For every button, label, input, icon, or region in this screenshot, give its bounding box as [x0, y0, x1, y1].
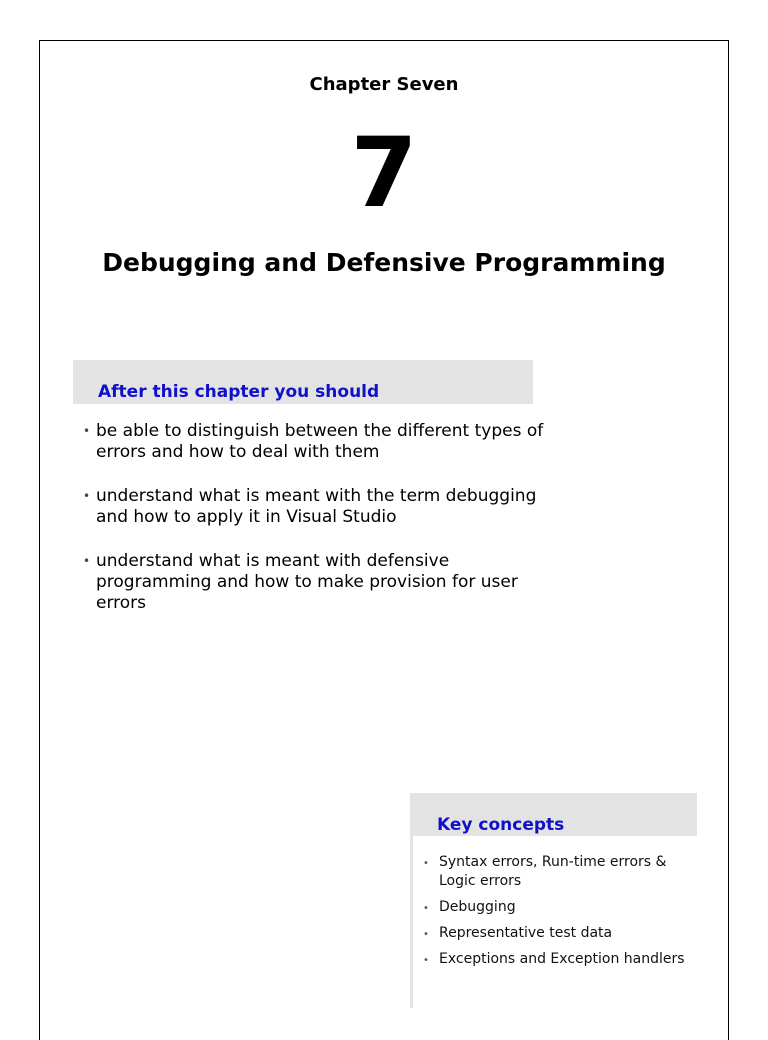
- objective-item: [81, 551, 551, 614]
- bullet-dot-icon: •: [83, 424, 91, 438]
- bullet-dot-icon: •: [423, 903, 429, 914]
- bullet-dot-icon: •: [83, 489, 91, 503]
- objective-text: understand what is meant with defensive programming and how to make provision for user errors: [96, 551, 518, 613]
- key-concepts-header: [410, 793, 697, 836]
- key-concepts-side-bar: [410, 836, 413, 1008]
- key-concept-item: [420, 924, 695, 943]
- objectives-header: [73, 360, 533, 404]
- key-concept-text: Debugging: [439, 899, 516, 915]
- chapter-label: Chapter Seven: [309, 74, 459, 95]
- objective-text: understand what is meant with the term debugging and how to apply it in Visual Studio: [96, 486, 537, 527]
- bullet-dot-icon: •: [423, 858, 429, 869]
- objective-item: [81, 421, 551, 463]
- key-concept-text: Representative test data: [439, 925, 613, 941]
- key-concept-item: [420, 950, 695, 969]
- objectives-list: [81, 421, 551, 637]
- key-concept-text: Syntax errors, Run-time errors & Logic errors: [439, 854, 667, 889]
- key-concept-text: Exceptions and Exception handlers: [439, 951, 685, 967]
- bullet-dot-icon: •: [423, 955, 429, 966]
- objective-text: be able to distinguish between the different types of errors and how to deal with them: [96, 421, 544, 462]
- chapter-number: 7: [350, 117, 418, 229]
- key-concept-item: [420, 853, 695, 891]
- bullet-dot-icon: •: [423, 929, 429, 940]
- key-concepts-box: [410, 793, 697, 1013]
- objective-item: [81, 486, 551, 528]
- objectives-heading: After this chapter you should: [98, 382, 380, 402]
- key-concepts-heading: Key concepts: [437, 815, 565, 835]
- chapter-title: Debugging and Defensive Programming: [102, 248, 666, 277]
- key-concept-item: [420, 898, 695, 917]
- key-concepts-list: [420, 853, 695, 976]
- bullet-dot-icon: •: [83, 554, 91, 568]
